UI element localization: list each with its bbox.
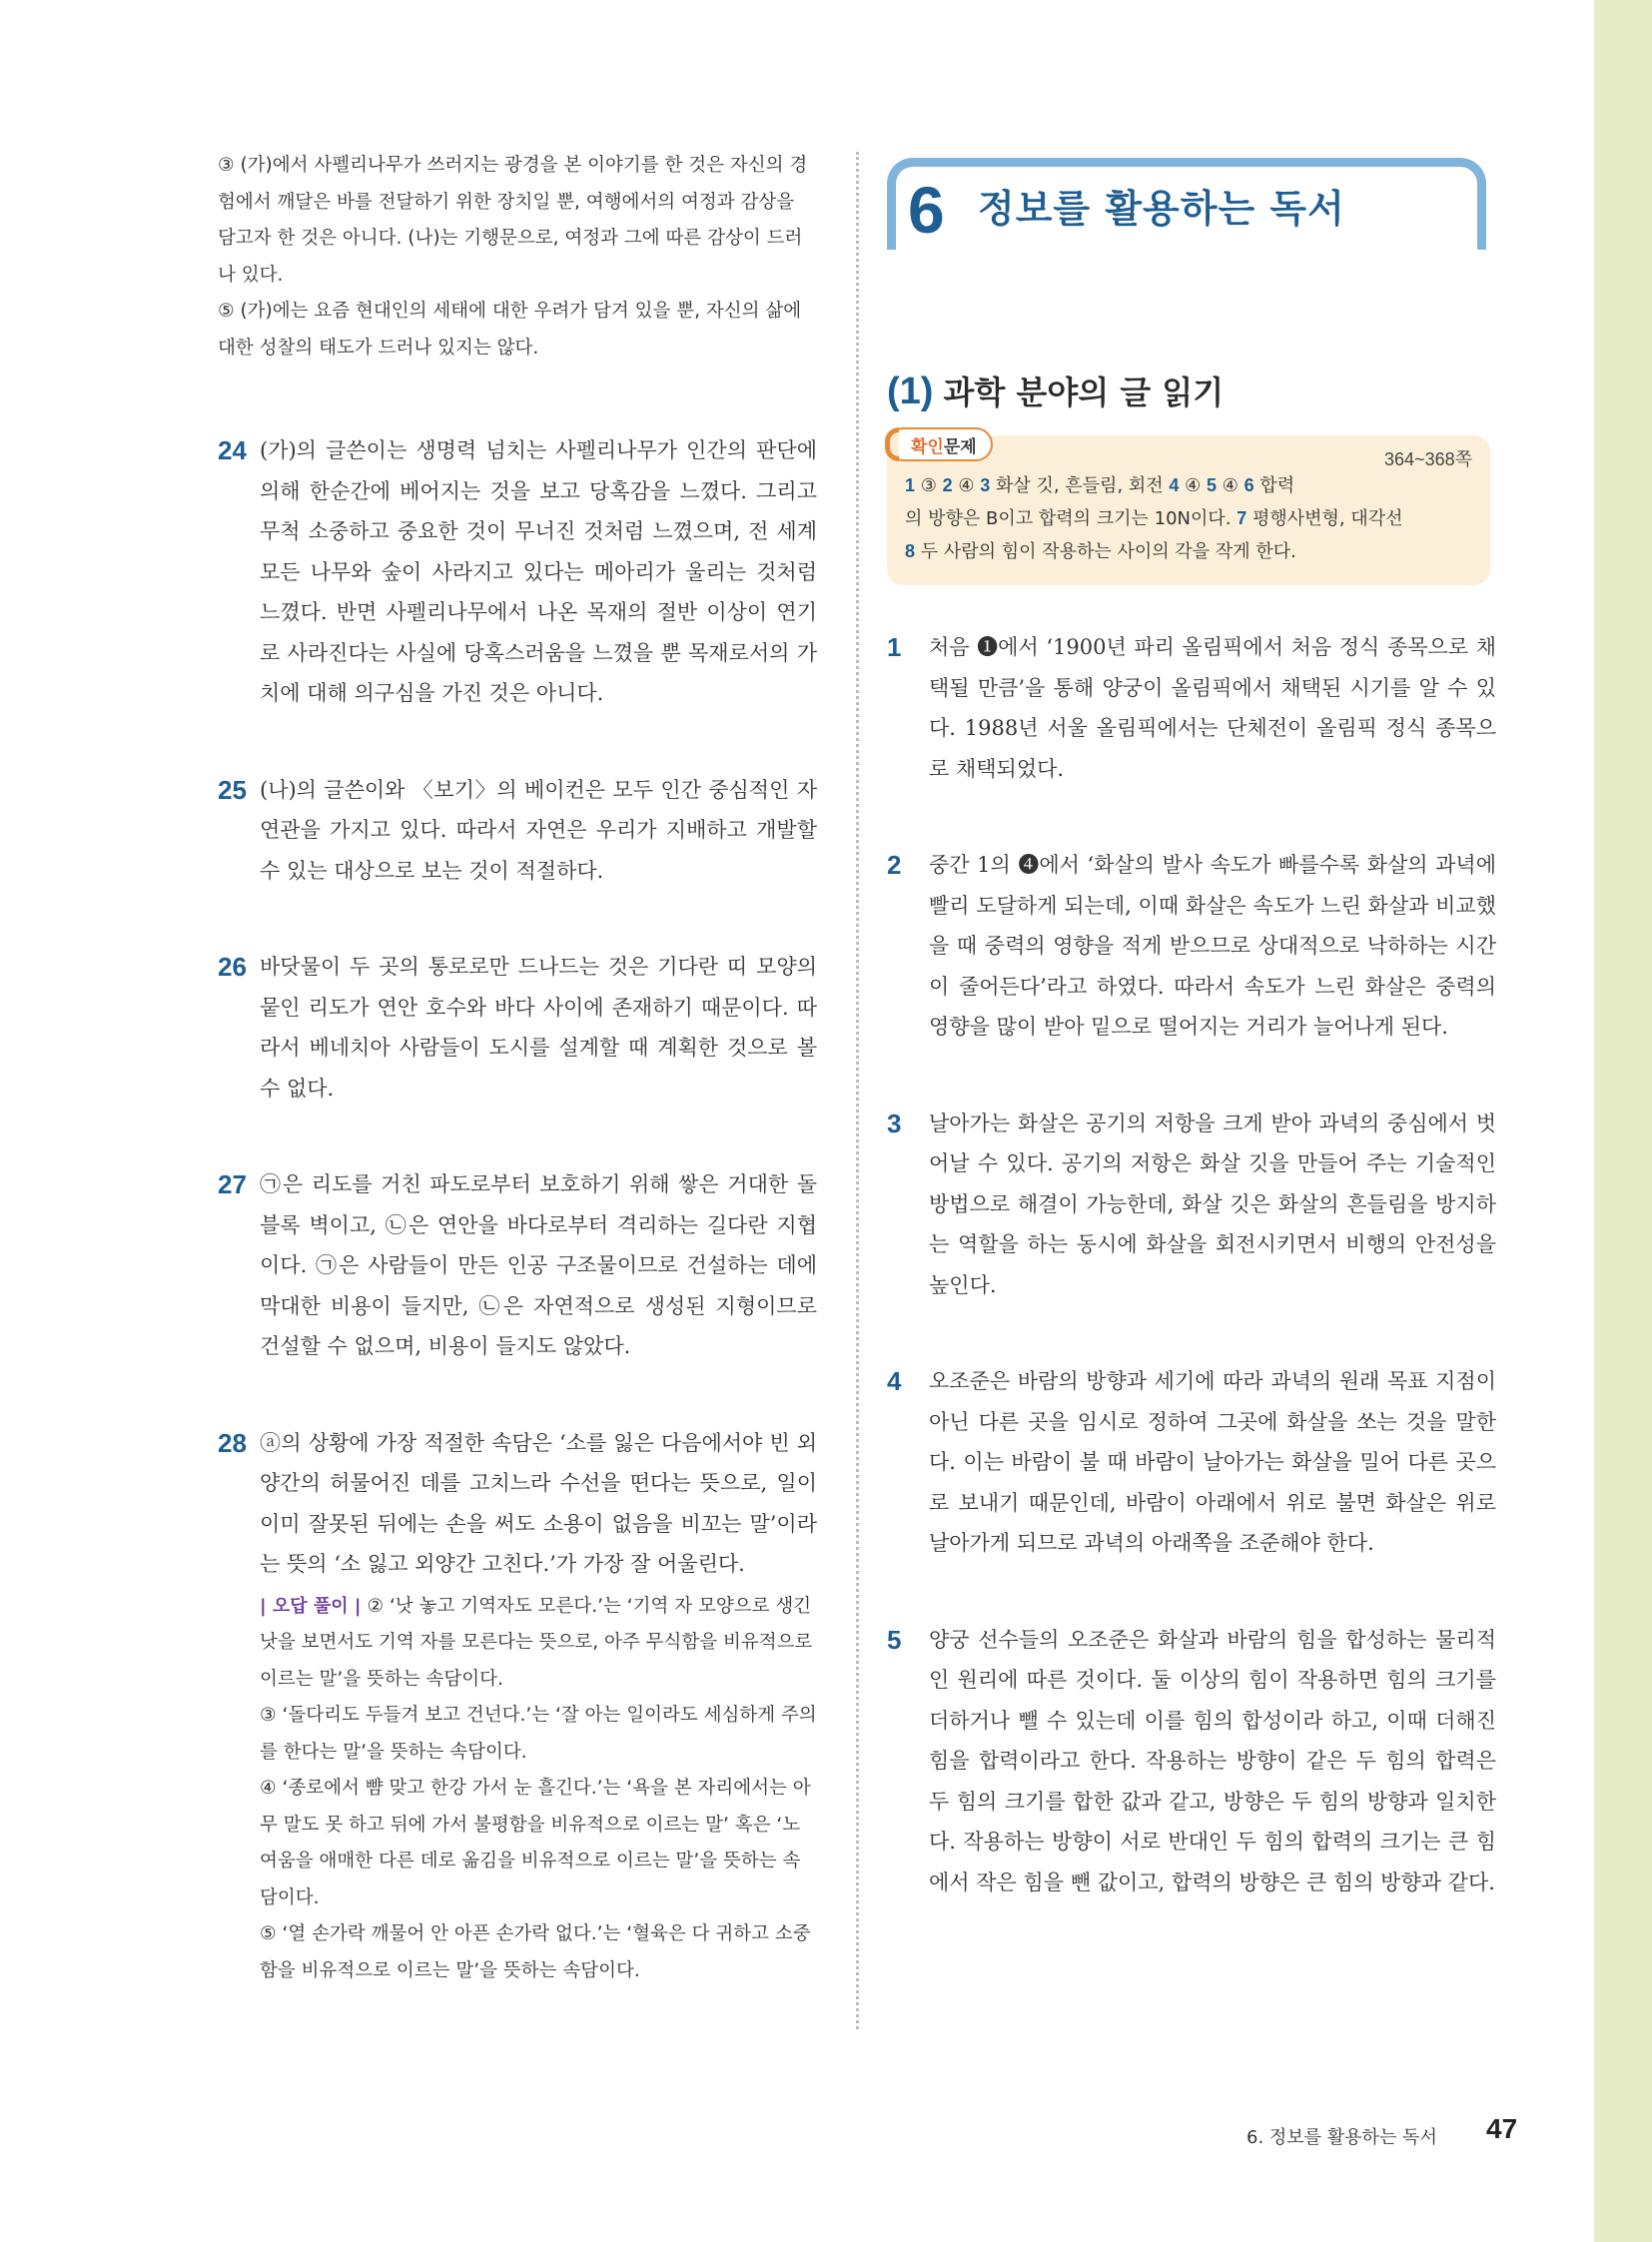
answer-text: 화살 깃, 흔들림, 회전: [990, 475, 1170, 496]
item-text: 오조준은 바람의 방향과 세기에 따라 과녁의 원래 목표 지점이 아닌 다른 곳을 임시로 정하여 그곳에 화살을 쏘는 것을 말한다. 이는 바람이 불 때 바람이 날아가는 화살을 밀어 다른 곳으로 보내기 때문인데, 바람이 아래에서 위로 불면 화살은 위로 날아가게 되므로 과녁의 아래쪽을 조준해야 한다.: [929, 1369, 1496, 1555]
column-divider: [856, 152, 859, 2029]
item-text: 처음 ➊에서 ‘1900년 파리 올림픽에서 처음 정식 종목으로 채택될 만큼’을 통해 양궁이 올림픽에서 채택된 시기를 알 수 있다. 1988년 서울 올림픽에서는 단체전이 올림픽 정식 종목으로 채택되었다.: [929, 635, 1496, 781]
answer-text: 합력: [1253, 475, 1295, 496]
item-number: 1: [887, 632, 902, 662]
item-text: 바닷물이 두 곳의 통로로만 드나드는 것은 기다란 띠 모양의 뭍인 리도가 연안 호수와 바다 사이에 존재하기 때문이다. 따라서 베네치아 사람들이 도시를 설계할 때 계획한 것으로 볼 수 없다.: [260, 955, 817, 1101]
chapter-number: 6: [908, 173, 945, 247]
item-text: (나)의 글쓴이와 〈보기〉의 베이컨은 모두 인간 중심적인 자연관을 가지고 있다. 따라서 자연은 우리가 지배하고 개발할 수 있는 대상으로 보는 것이 적절하다.: [260, 777, 817, 883]
item-text: ㉠은 리도를 거친 파도로부터 보호하기 위해 쌓은 거대한 돌 블록 벽이고, ㉡은 연안을 바다로부터 격리하는 길다란 지협이다. ㉠은 사람들이 만든 인공 구조물이므로 건설하는 데에 막대한 비용이 들지만, ㉡은 자연적으로 생성된 지형이므로 건설할 수 없으며, 비용이 들지도 않았다.: [260, 1172, 817, 1358]
item-number: 3: [887, 1108, 902, 1138]
explanation-list: [887, 627, 1496, 1902]
answer-text: 의 방향은 B이고 합력의 크기는 10N이다.: [905, 508, 1238, 529]
answer-text: 평행사변형, 대각선: [1246, 508, 1403, 529]
answer-number: 3: [980, 475, 991, 495]
explanation-item-5: [887, 1620, 1496, 1903]
side-margin-band: [1594, 0, 1652, 2242]
item-number: 26: [218, 952, 247, 982]
item-number: 25: [218, 774, 247, 805]
item-text: ⓐ의 상황에 가장 적절한 속담은 ‘소를 잃은 다음에서야 빈 외양간의 허물어진 데를 고치느라 수선을 떤다는 뜻으로, 일이 이미 잘못된 뒤에는 손을 써도 소용이 없음을 비꼬는 말’이라는 뜻의 ‘소 잃고 외양간 고친다.’가 가장 잘 어울린다.: [260, 1430, 817, 1576]
answer-number: 5: [1207, 475, 1218, 495]
answer-line: [905, 469, 1476, 502]
explanation-item-1: [887, 627, 1496, 789]
section-number: (1): [887, 371, 934, 412]
top-notes: [218, 148, 817, 367]
answer-number: 2: [942, 475, 953, 495]
answer-number: 6: [1243, 475, 1254, 495]
answer-number: 4: [1169, 475, 1180, 495]
answer-number: 1: [905, 475, 916, 495]
wrong-answer-label: | 오답 풀이 |: [260, 1595, 362, 1617]
answer-key-box: [887, 435, 1490, 585]
page-range: 364~368쪽: [1384, 449, 1472, 469]
answer-item-27: [218, 1164, 817, 1367]
explanation-item-3: [887, 1104, 1496, 1306]
item-number: 27: [218, 1169, 247, 1199]
wrong-answer-notes: [260, 1589, 817, 1990]
item-number: 4: [887, 1366, 902, 1396]
answer-item-28: [218, 1423, 817, 1990]
explanation-item-2: [887, 845, 1496, 1048]
badge-label-question: 문제: [943, 436, 977, 457]
note-paragraph: ③ (가)에서 사펠리나무가 쓰러지는 광경을 본 이야기를 한 것은 자신의 경험에서 깨달은 바를 전달하기 위한 장치일 뿐, 여행에서의 여정과 감상을 담고자 한 것은 아니다. (나)는 기행문으로, 여정과 그에 따른 감상이 드러나 있다.: [218, 155, 808, 286]
item-text: 양궁 선수들의 오조준은 화살과 바람의 힘을 합성하는 물리적인 원리에 따른 것이다. 둘 이상의 힘이 작용하면 힘의 크기를 더하거나 뺄 수 있는데 이를 힘의 합성이라 하고, 이때 더해진 힘을 합력이라고 한다. 작용하는 방향이 같은 두 힘의 합력은 두 힘의 크기를 합한 값과 같고, 방향은 두 힘의 방향과 일치한다. 작용하는 방향이 서로 반대인 두 힘의 합력의 크기는 큰 힘에서 작은 힘을 뺀 값이고, 합력의 방향은 큰 힘의 방향과 같다.: [929, 1627, 1496, 1894]
answer-text: ④: [1217, 475, 1244, 496]
chapter-title: 정보를 활용하는 독서: [978, 187, 1345, 231]
answer-item-26: [218, 947, 817, 1109]
answer-line: [905, 502, 1476, 535]
answer-number: 8: [905, 541, 916, 561]
page-number: 47: [1486, 2113, 1518, 2144]
section-title: 과학 분야의 글 읽기: [943, 374, 1225, 411]
answer-item-25: [218, 770, 817, 892]
wrong-answer-text: ② ‘낫 놓고 기역자도 모른다.’는 ‘기역 자 모양으로 생긴 낫을 보면서도 기역 자를 모른다는 뜻으로, 아주 무식함을 비유적으로 이르는 말’을 뜻하는 속담이다.: [260, 1595, 813, 1690]
chapter-header: [887, 158, 1486, 250]
item-text: 중간 1의 ➍에서 ‘화살의 발사 속도가 빠를수록 화살의 과녁에 빨리 도달하게 되는데, 이때 화살은 속도가 느린 화살과 비교했을 때 중력의 영향을 적게 받으므로 상대적으로 낙하하는 시간이 줄어든다’라고 하였다. 따라서 속도가 느린 화살은 중력의 영향을 많이 받아 밑으로 떨어지는 거리가 늘어나게 된다.: [929, 853, 1496, 1039]
answer-number: 7: [1237, 508, 1247, 528]
left-column: [218, 148, 817, 1989]
item-number: 5: [887, 1624, 902, 1655]
wrong-answer-note: ④ ‘종로에서 뺨 맞고 한강 가서 눈 흘긴다.’는 ‘욕을 본 자리에서는 아무 말도 못 하고 뒤에 가서 불평함을 비유적으로 이르는 말’ 혹은 ‘노여움을 애매한 다른 데로 옮김을 비유적으로 이르는 말’을 뜻하는 속담이다.: [260, 1778, 811, 1908]
item-number: 28: [218, 1427, 247, 1458]
check-question-badge: [887, 427, 993, 461]
badge-label-check: 확인: [911, 436, 944, 457]
wrong-answer-note: ③ ‘돌다리도 두들겨 보고 건넌다.’는 ‘잘 아는 일이라도 세심하게 주의를 한다는 말’을 뜻하는 속담이다.: [260, 1705, 817, 1763]
item-number: 2: [887, 850, 902, 880]
wrong-answer-note: [260, 1589, 817, 1699]
note-paragraph: ⑤ (가)에는 요즘 현대인의 세태에 대한 우려가 담겨 있을 뿐, 자신의 삶에 대한 성찰의 태도가 드러나 있지는 않다.: [218, 301, 802, 359]
right-column: [887, 148, 1496, 1902]
badge-arc-decoration: [885, 427, 899, 461]
answer-text: ④: [1179, 475, 1207, 496]
answer-item-24: [218, 430, 817, 714]
answer-text: ③: [915, 475, 943, 496]
answer-text: 두 사람의 힘이 작용하는 사이의 각을 작게 한다.: [915, 541, 1296, 562]
footer-chapter-title: 6. 정보를 활용하는 독서: [1246, 2127, 1437, 2148]
answer-text: ④: [952, 475, 981, 496]
item-text: 날아가는 화살은 공기의 저항을 크게 받아 과녁의 중심에서 벗어날 수 있다. 공기의 저항은 화살 깃을 만들어 주는 기술적인 방법으로 해결이 가능한데, 화살 깃은 화살의 흔들림을 방지하는 역할을 하는 동시에 화살을 회전시키면서 비행의 안전성을 높인다.: [929, 1111, 1496, 1297]
explanation-item-4: [887, 1361, 1496, 1564]
answer-line: [905, 535, 1476, 568]
section-heading: [887, 368, 1496, 413]
item-number: 24: [218, 435, 247, 465]
item-text: (가)의 글쓴이는 생명력 넘치는 사펠리나무가 인간의 판단에 의해 한순간에 베어지는 것을 보고 당혹감을 느꼈다. 그리고 무척 소중하고 중요한 것이 무너진 것처럼 느꼈으며, 전 세계 모든 나무와 숲이 사라지고 있다는 메아리가 울리는 것처럼 느꼈다. 반면 사펠리나무에서 나온 목재의 절반 이상이 연기로 사라진다는 사실에 당혹스러움을 느꼈을 뿐 목재로서의 가치에 대해 의구심을 가진 것은 아니다.: [260, 438, 817, 705]
wrong-answer-note: ⑤ ‘열 손가락 깨물어 안 아픈 손가락 없다.’는 ‘혈육은 다 귀하고 소중함을 비유적으로 이르는 말’을 뜻하는 속담이다.: [260, 1923, 811, 1981]
